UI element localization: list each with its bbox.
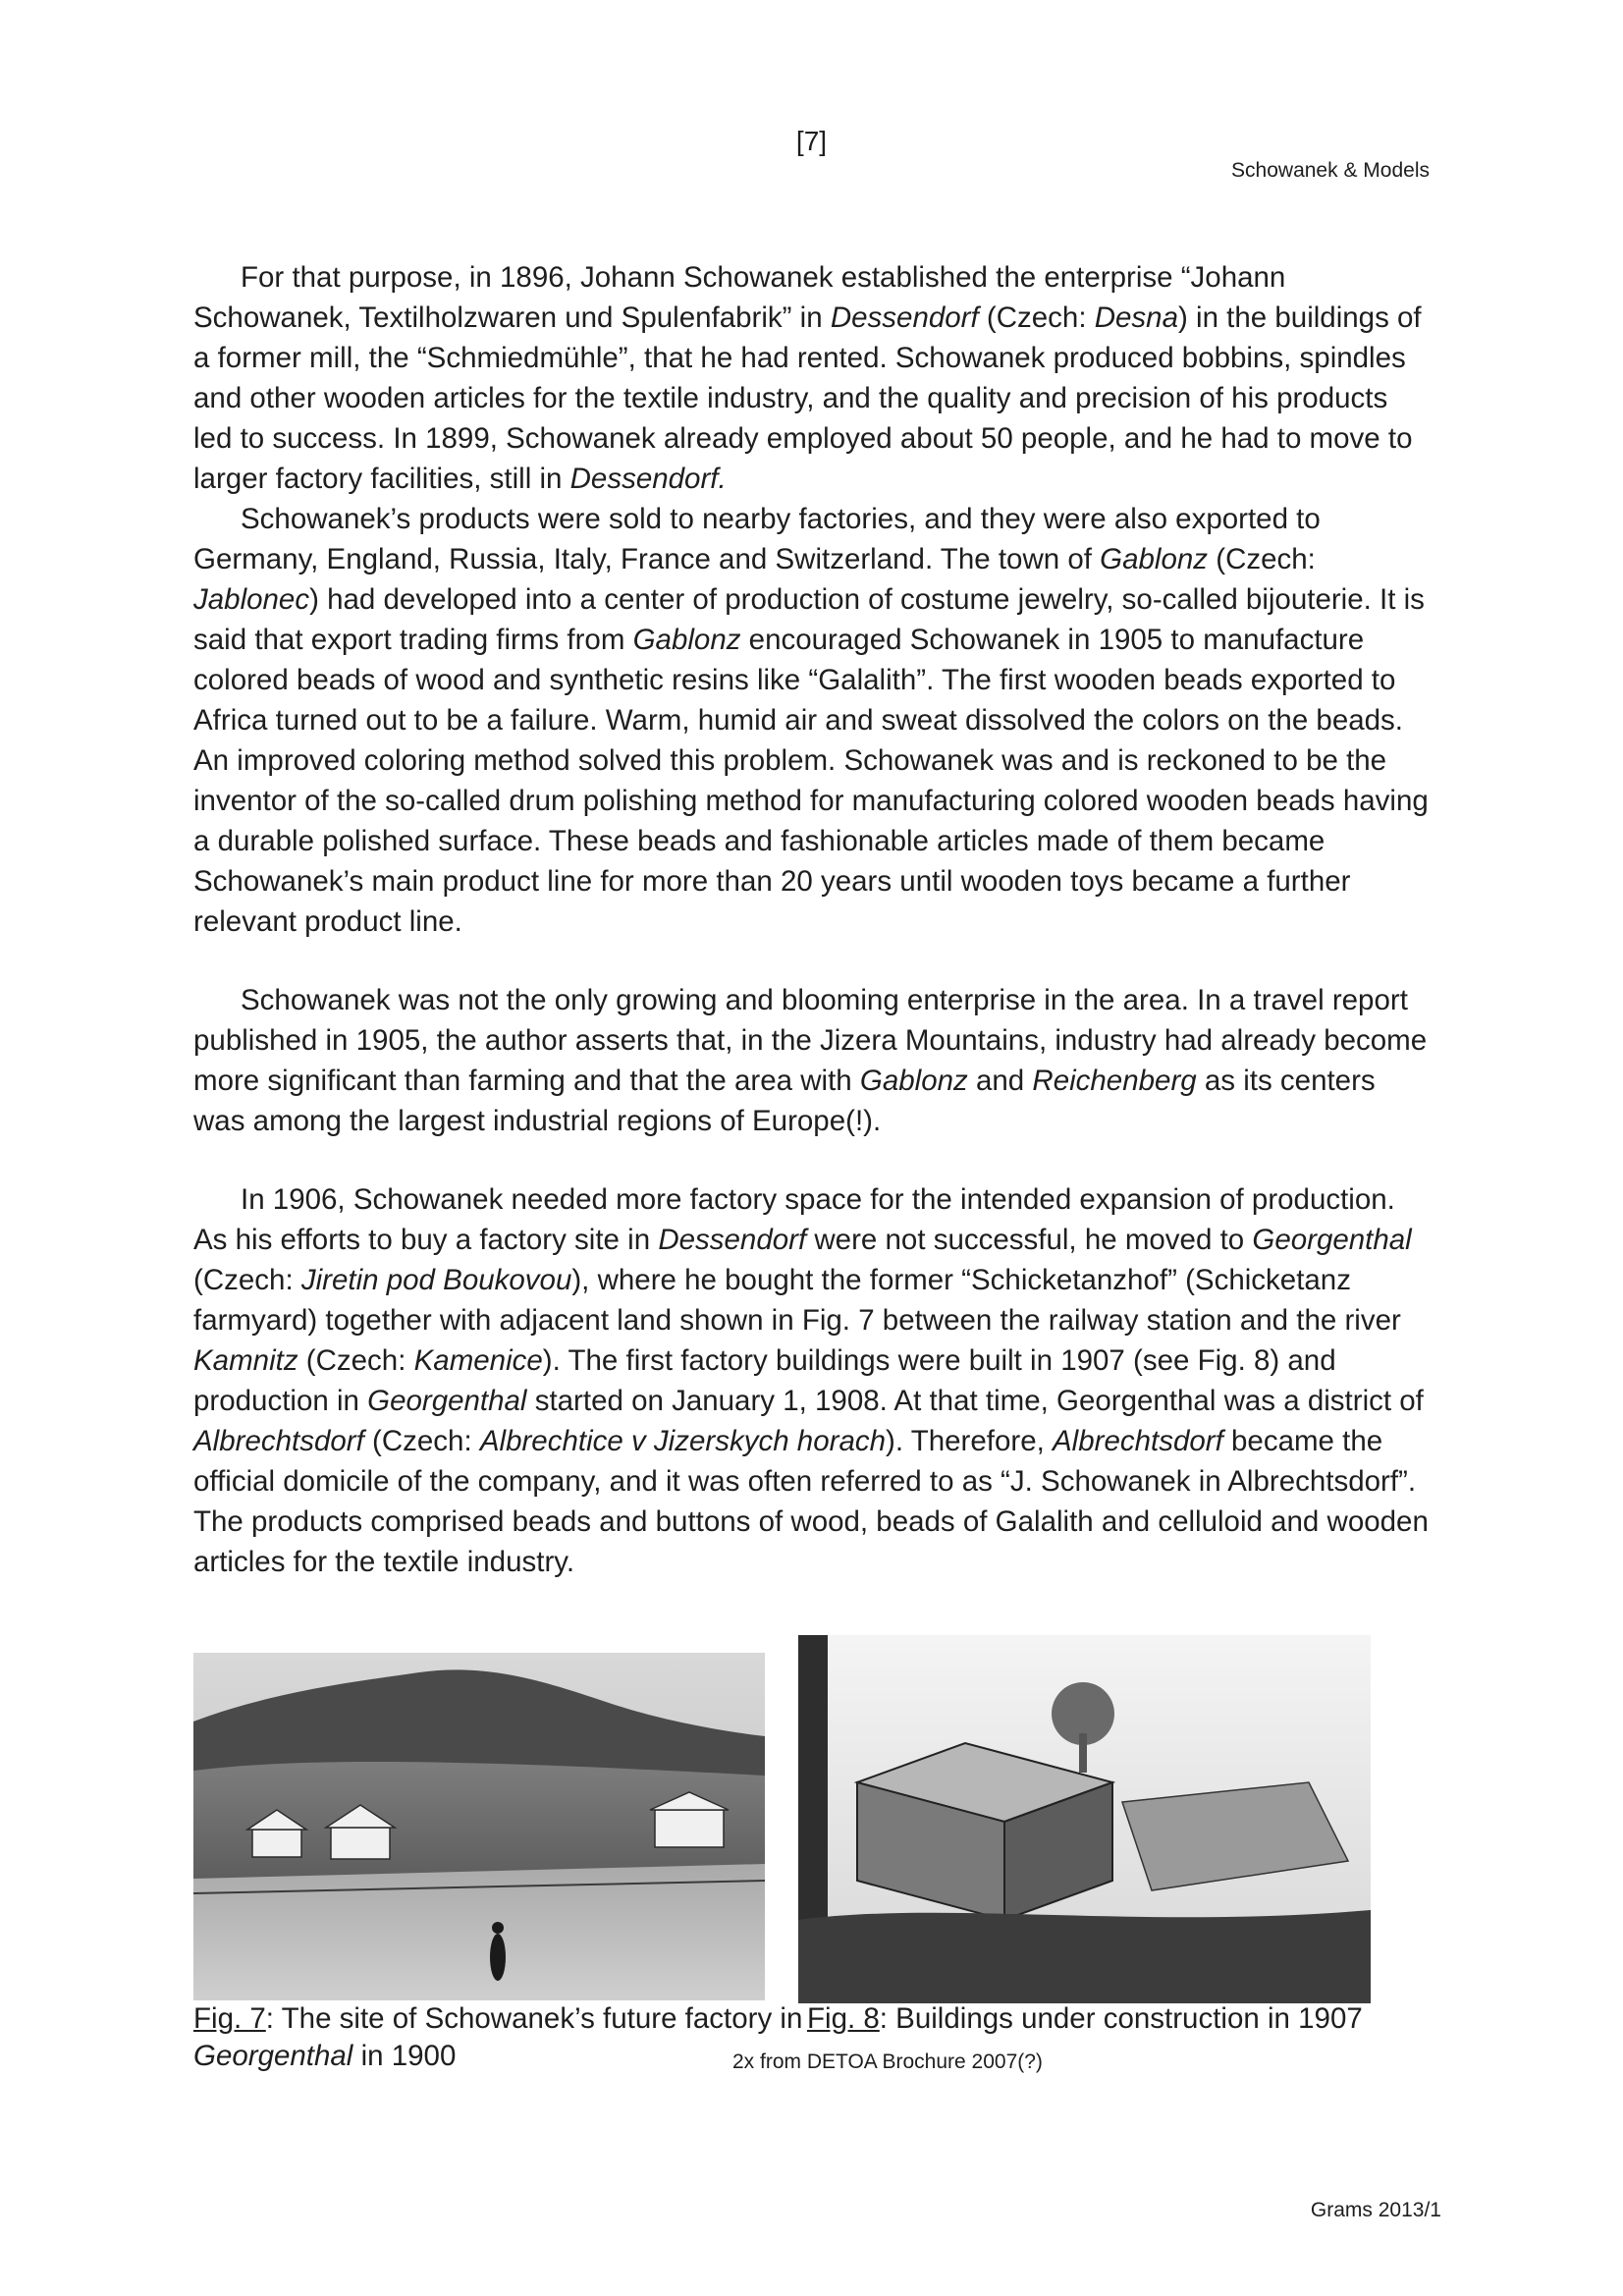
page-number: [7] — [795, 126, 828, 156]
italic-term: Albrechtsdorf — [193, 1425, 364, 1457]
italic-term: Jiretin pod Boukovou — [300, 1264, 572, 1296]
text-run: (Czech: — [1208, 543, 1316, 575]
text-run: (Czech: — [298, 1344, 414, 1377]
text-run: started on January 1, 1908. At that time, Georgenthal was a district of — [526, 1385, 1424, 1417]
text-run: became the official domicile of the company, and it was often referred to as “J. Schowanek in Albrechtsdorf”. The products comprised beads and buttons of wood, beads of Galalith and celluloid and wooden articles for the textile industry. — [193, 1425, 1429, 1578]
text-run: (Czech: — [193, 1264, 301, 1296]
italic-term: Gablonz — [632, 624, 741, 656]
body-text — [193, 257, 1431, 1582]
figure-7-caption-year: in 1900 — [352, 2040, 457, 2072]
figure-8-photo — [798, 1635, 1371, 2003]
text-run: encouraged Schowanek in 1905 to manufacture colored beads of wood and synthetic resins like “Galalith”. The first wooden beads exported to Africa turned out to be a failure. Warm, humid air and sweat dissolved the colors on the beads. An improved coloring method solved this problem. Schowanek was and is reckoned to be the inventor of the so-called drum polishing method for manufacturing colored wooden beads having a durable polished surface. These beads and fashionable articles made of them became Schowanek’s main product line for more than 20 years until wooden toys became a further relevant product line. — [193, 624, 1429, 938]
figure-8-caption-text: : Buildings under construction in 1907 — [879, 2002, 1363, 2035]
figure-7-photo — [193, 1653, 765, 2000]
text-run: Schowanek was not the only growing and blooming enterprise in the area. In a travel report published in 1905, the author asserts that, in the Jizera Mountains, industry had already become more significant than farming and that the area with — [193, 984, 1428, 1097]
text-run: For that purpose, in 1896, Johann Schowanek established the enterprise “Johann Schowanek, Textilholzwaren und Spulenfabrik” in — [193, 261, 1286, 334]
text-run: and — [967, 1065, 1033, 1097]
text-run: ) had developed into a center of production of costume jewelry, so-called bijouterie. It is said that export trading firms from — [193, 583, 1425, 656]
figure-7-caption — [193, 2000, 802, 2075]
italic-term: Dessendorf. — [569, 463, 727, 495]
italic-term: Desna — [1094, 301, 1178, 334]
text-run: were not successful, he moved to — [806, 1224, 1253, 1256]
text-run: (Czech: — [978, 301, 1095, 334]
italic-term: Dessendorf — [830, 301, 979, 334]
text-run: ). Therefore, — [886, 1425, 1053, 1457]
page-footer: Grams 2013/1 — [1310, 2199, 1441, 2221]
italic-term: Georgenthal — [367, 1385, 527, 1417]
figure-7-caption-text: : The site of Schowanek’s future factory in — [265, 2002, 803, 2035]
italic-term: Gablonz — [1100, 543, 1209, 575]
italic-term: Kamenice — [413, 1344, 543, 1377]
text-run: ). The first factory buildings were built in 1907 (see Fig. 8) and production in — [193, 1344, 1336, 1417]
italic-term: Jablonec — [193, 583, 310, 616]
paragraph-3 — [193, 980, 1431, 1141]
site-photo-image — [193, 1653, 765, 2000]
text-run: In 1906, Schowanek needed more factory space for the intended expansion of production. As his efforts to buy a factory site in — [193, 1183, 1395, 1256]
text-run: ) in the buildings of a former mill, the “Schmiedmühle”, that he had rented. Schowanek produced bobbins, spindles and other wooden articles for the textile industry, and the quality and precision of his products led to success. In 1899, Schowanek already employed about 50 people, and he had to move to larger factory facilities, still in — [193, 301, 1422, 495]
italic-term: Albrechtsdorf — [1053, 1425, 1223, 1457]
text-run: as its centers was among the largest industrial regions of Europe(!). — [193, 1065, 1376, 1137]
running-header: Schowanek & Models — [1231, 159, 1430, 182]
figure-8-caption — [807, 2000, 1363, 2038]
text-run: ), where he bought the former “Schicketanzhof” (Schicketanz farmyard) together with adjacent land shown in Fig. 7 between the railway station and the river — [193, 1264, 1401, 1337]
italic-term: Georgenthal — [1252, 1224, 1412, 1256]
text-run: Schowanek’s products were sold to nearby factories, and they were also exported to Germany, England, Russia, Italy, France and Switzerland. The town of — [193, 503, 1321, 575]
italic-term: Gablonz — [859, 1065, 968, 1097]
paragraph-2 — [193, 499, 1431, 942]
italic-term: Albrechtice v Jizerskych horach — [479, 1425, 887, 1457]
paragraph-1 — [193, 257, 1431, 499]
construction-photo-image — [798, 1635, 1371, 2003]
figure-7-label: Fig. 7 — [193, 2002, 266, 2035]
paragraph-4 — [193, 1179, 1431, 1582]
figure-8-label: Fig. 8 — [807, 2002, 880, 2035]
italic-term: Dessendorf — [658, 1224, 807, 1256]
italic-term: Kamnitz — [193, 1344, 298, 1377]
figure-source-note: 2x from DETOA Brochure 2007(?) — [732, 2050, 1043, 2073]
text-run: (Czech: — [363, 1425, 480, 1457]
italic-term: Reichenberg — [1032, 1065, 1197, 1097]
figure-7-caption-place: Georgenthal — [193, 2040, 353, 2072]
